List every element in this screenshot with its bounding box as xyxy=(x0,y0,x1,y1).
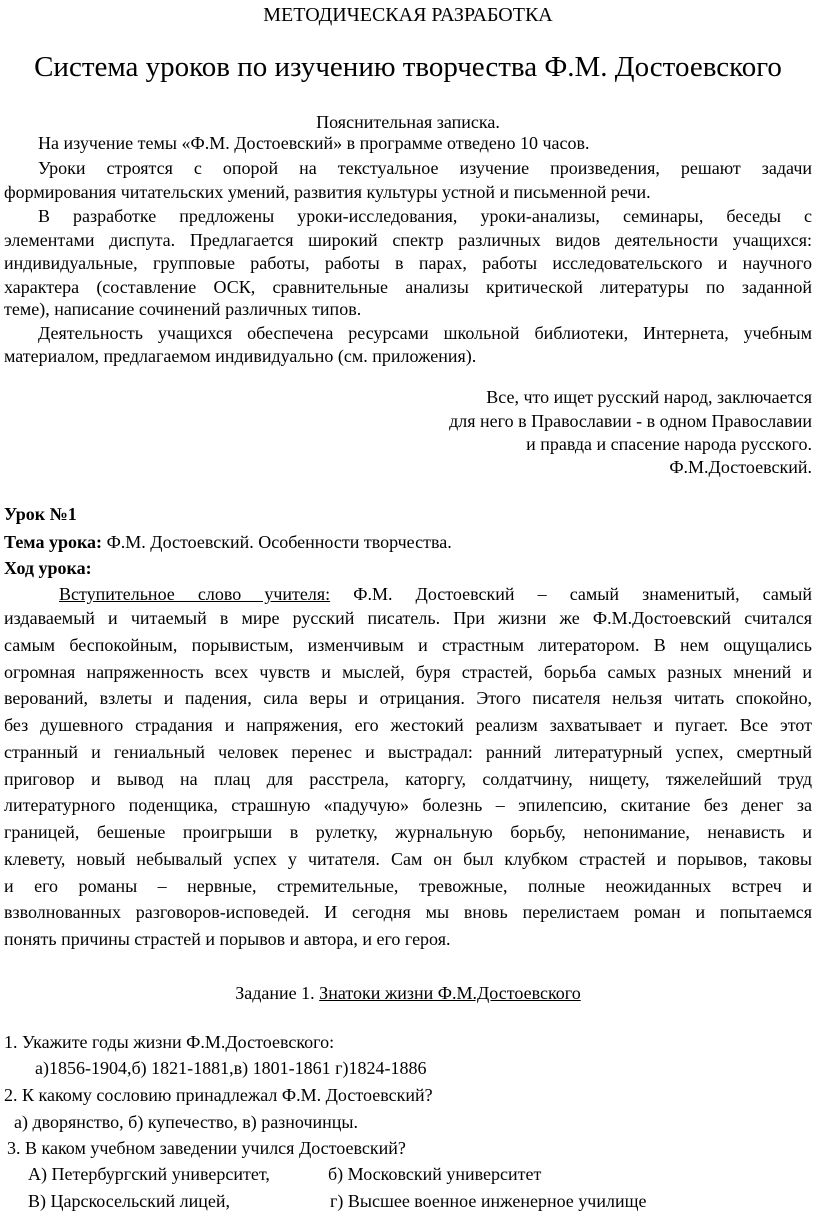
question-3-option-d: г) Высшее военное инженерное училище xyxy=(330,1191,647,1211)
lesson-body-line: огромная напряженность всех чувств и мыслей, буря страстей, борьба самых разных мнений и xyxy=(4,661,812,682)
lesson-topic-text: Ф.М. Достоевский. Особенности творчества. xyxy=(102,532,452,552)
lesson-body-line: самым беспокойным, порывистым, изменчивым и страстным литератором. В нем ощущались xyxy=(4,634,812,655)
lesson-body-line: границей, бешеные проигрыши в рулетку, журнальную борьбу, непонимание, ненависть и xyxy=(4,822,812,842)
lesson-body-line: издаваемый и читаемый в мире русский писатель. При жизни же Ф.М.Достоевский считался xyxy=(4,608,812,628)
note-paragraph-3-line: индивидуальные, групповые работы, работы в парах, работы исследовательского и научного xyxy=(4,253,812,273)
lesson-body-line: без душевного страдания и напряжения, его жестокий реализм захватывает и пугает. Все этот xyxy=(4,715,812,735)
note-paragraph-2-line: формирования читательских умений, развития культуры устной и письменной речи. xyxy=(4,182,651,202)
lesson-number: Урок №1 xyxy=(4,504,77,524)
note-paragraph-1: На изучение темы «Ф.М. Достоевский» в программе отведено 10 часов. xyxy=(38,133,590,153)
note-paragraph-2-line: Уроки строятся с опорой на текстуальное изучение произведения, решают задачи xyxy=(38,158,812,178)
epigraph-author: Ф.М.Достоевский. xyxy=(669,457,812,477)
question-1: 1. Укажите годы жизни Ф.М.Достоевского: xyxy=(4,1032,335,1052)
epigraph-line: и правда и спасение народа русского. xyxy=(526,434,812,454)
document-title: Система уроков по изучению творчества Ф.М. Достоевского xyxy=(34,51,782,83)
lesson-body-line: клевету, новый небывалый успех у читателя. Сам он был клубком страстей и порывов, таковы xyxy=(4,848,812,869)
question-3-option-b: б) Московский университет xyxy=(328,1164,542,1184)
document-header: МЕТОДИЧЕСКАЯ РАЗРАБОТКА xyxy=(263,4,553,26)
task-heading: Задание 1. Знатоки жизни Ф.М.Достоевского xyxy=(235,983,581,1003)
epigraph-line: Все, что ищет русский народ, заключается xyxy=(486,387,812,407)
lesson-body-line-last: понять причины страстей и порывов и автора, и его героя. xyxy=(4,929,451,949)
lesson-topic xyxy=(4,531,812,553)
note-paragraph-3-line: теме), написание сочинений различных типов. xyxy=(4,299,362,319)
lesson-body-line: литературного поденщика, страшную «падучую» болезнь – эпилепсию, скитание без денег за xyxy=(4,795,812,816)
epigraph-line: для него в Православии - в одном Православии xyxy=(449,411,812,431)
lesson-progress-label: Ход урока: xyxy=(4,558,92,578)
lesson-intro-line: Вступительное слово учителя: Ф.М. Достоевский – самый знаменитый, самый xyxy=(59,584,812,604)
lesson-body-line: странный и гениальный человек перенес и выстрадал: ранний литературный успех, смертный xyxy=(4,741,812,762)
question-2-options: а) дворянство, б) купечество, в) разночинцы. xyxy=(14,1112,359,1132)
lesson-body-line: и его романы – нервные, стремительные, тревожные, полные неожиданных встреч и xyxy=(4,875,812,896)
question-3-option-a: А) Петербургский университет, xyxy=(28,1164,270,1184)
note-heading: Пояснительная записка. xyxy=(316,112,500,132)
question-2: 2. К какому сословию принадлежал Ф.М. Достоевский? xyxy=(4,1085,433,1105)
lesson-body-line: верований, взлеты и падения, сила веры и отрицания. Этого писателя нельзя читать спокойно, xyxy=(4,688,812,709)
question-1-options: а)1856-1904,б) 1821-1881,в) 1801-1861 г)1824-1886 xyxy=(35,1058,427,1078)
question-3: 3. В каком учебном заведении учился Достоевский? xyxy=(7,1138,406,1158)
note-paragraph-4-line: Деятельность учащихся обеспечена ресурсами школьной библиотеки, Интернета, учебным xyxy=(38,323,812,343)
note-paragraph-3-line: характера (составление ОСК, сравнительные анализы критической литературы по заданной xyxy=(4,277,812,297)
note-paragraph-4-line: материалом, предлагаемом индивидуально (см. приложения). xyxy=(4,346,477,366)
intro-label: Вступительное слово учителя: xyxy=(59,584,331,604)
task-name: Знатоки жизни Ф.М.Достоевского xyxy=(319,983,581,1003)
note-paragraph-3-line: В разработке предложены уроки-исследования, уроки-анализы, семинары, беседы с xyxy=(38,206,812,226)
note-paragraph-3-line: элементами диспута. Предлагается широкий спектр различных видов деятельности учащихся: xyxy=(4,230,812,250)
lesson-topic-label: Тема урока: xyxy=(4,532,103,552)
lesson-body-line: взволнованных разговоров-исповедей. И сегодня мы вновь перелистаем роман и попытаемся xyxy=(4,902,812,923)
lesson-body-line: приговор и вывод на плац для расстрела, каторгу, солдатчину, нищету, тяжелейший труд xyxy=(4,768,812,789)
question-3-option-c: В) Царскосельский лицей, xyxy=(28,1191,231,1211)
